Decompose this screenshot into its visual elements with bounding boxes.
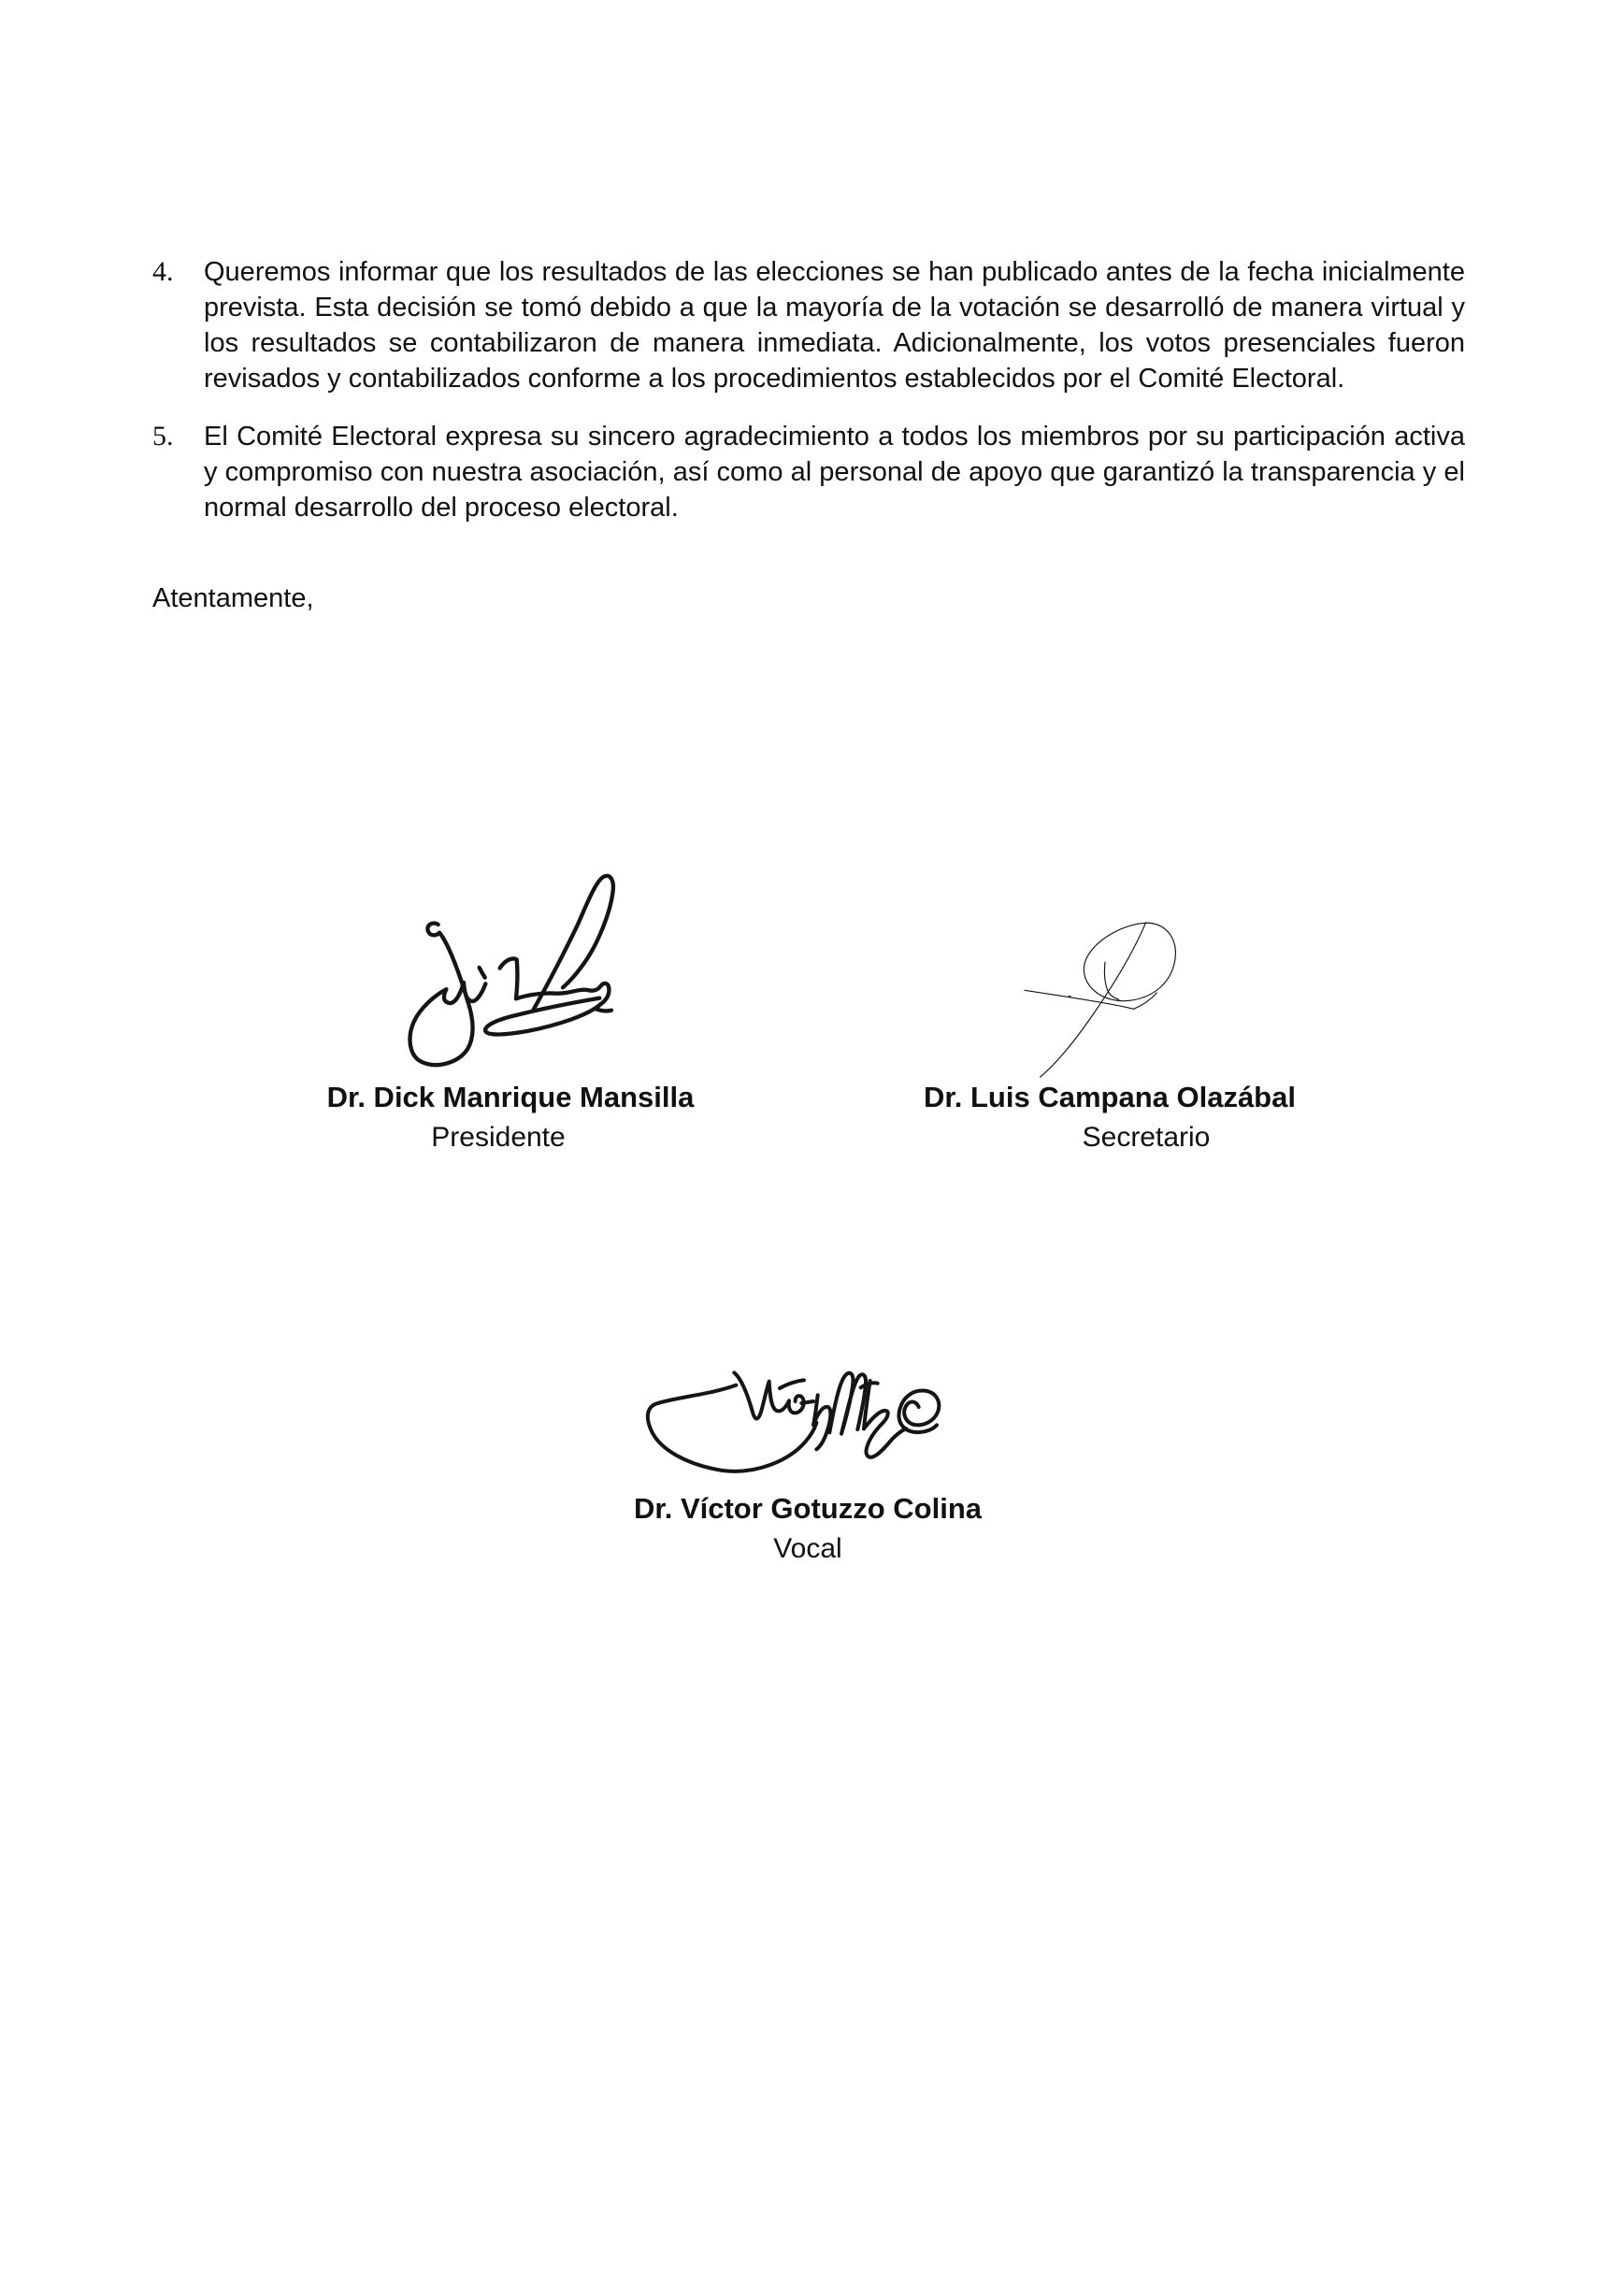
signature-vocal xyxy=(626,1351,954,1491)
numbered-paragraph-list xyxy=(152,254,1465,525)
signer-title: Vocal xyxy=(773,1533,842,1564)
signer-title: Presidente xyxy=(431,1122,566,1153)
signer-block-secretario xyxy=(857,1080,1362,1155)
signature-presidente xyxy=(393,855,654,1080)
list-item xyxy=(152,254,1465,396)
list-item-number: 4. xyxy=(152,256,174,287)
closing-text: Atentamente, xyxy=(152,583,314,613)
signer-block-vocal xyxy=(555,1491,1060,1567)
signer-title: Secretario xyxy=(1082,1122,1211,1153)
signer-name: Dr. Víctor Gotuzzo Colina xyxy=(633,1492,982,1525)
list-item-number: 5. xyxy=(152,421,174,452)
list-item-text: Queremos informar que los resultados de las elecciones se han publicado antes de la fecha inicialmente prevista. Esta decisión se tomó debido a que la mayoría de la votación se desarrolló de manera virtual y los resultados se contabilizaron de manera inmediata. Adicionalmente, los votos presenciales fueron revisados y contabilizados conforme a los procedimientos establecidos por el Comité Electoral. xyxy=(204,257,1465,394)
signer-block-presidente xyxy=(258,1080,763,1155)
signer-name: Dr. Luis Campana Olazábal xyxy=(924,1081,1296,1113)
signer-name: Dr. Dick Manrique Mansilla xyxy=(326,1081,695,1113)
list-item xyxy=(152,419,1465,525)
list-item-text: El Comité Electoral expresa su sincero agradecimiento a todos los miembros por su participación activa y compromiso con nuestra asociación, así como al personal de apoyo que garantizó la transparencia y el normal desarrollo del proceso electoral. xyxy=(204,422,1465,523)
signature-secretario xyxy=(1010,907,1215,1094)
